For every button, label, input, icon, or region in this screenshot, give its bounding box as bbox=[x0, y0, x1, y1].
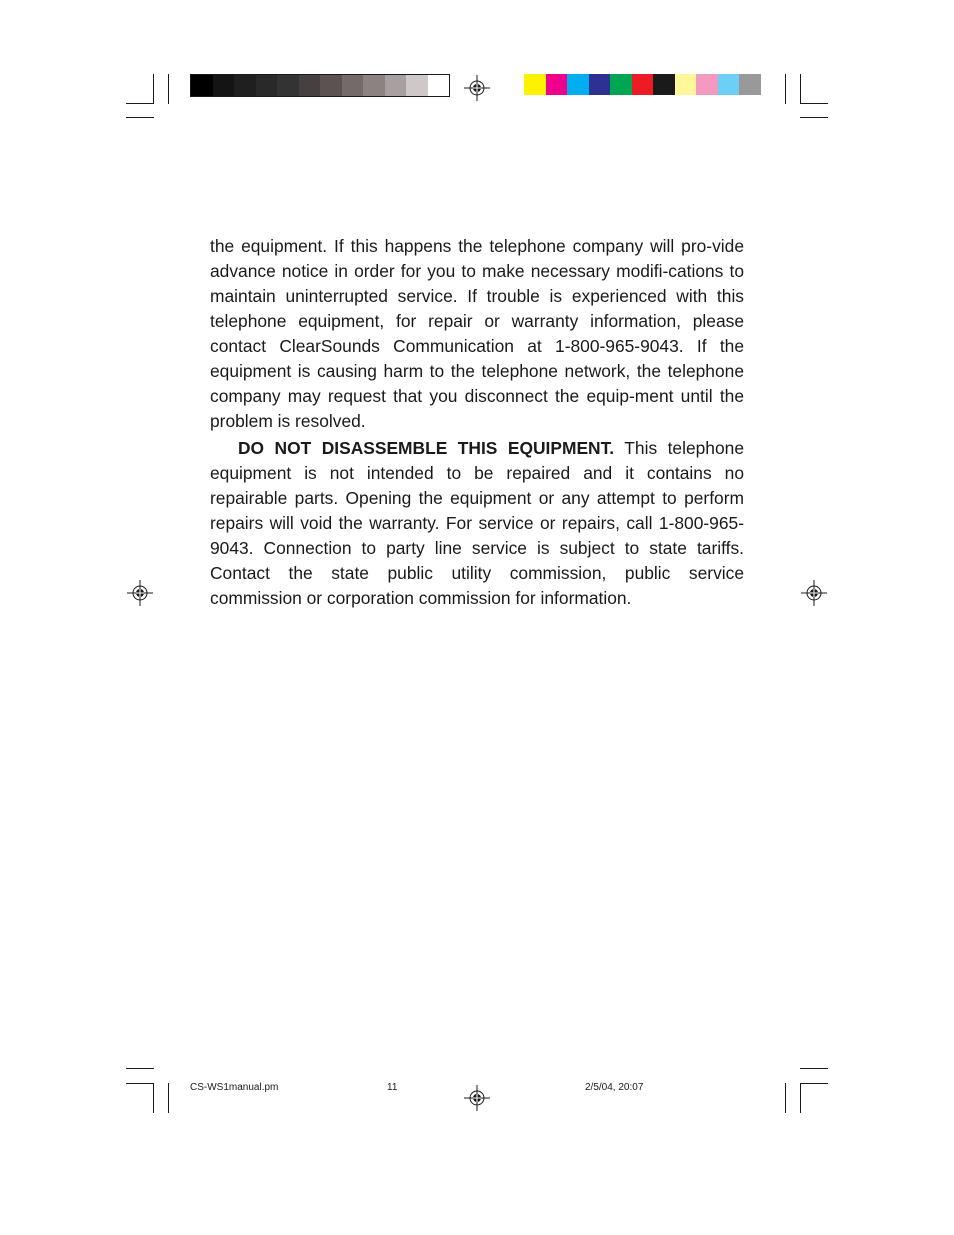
crop-mark-top-right-horizontal-lower bbox=[800, 117, 828, 118]
gray-swatch bbox=[277, 75, 299, 96]
crop-mark-bottom-left-horizontal-upper bbox=[126, 1068, 154, 1069]
crop-mark-top-right-vertical bbox=[800, 74, 801, 104]
color-swatch bbox=[610, 74, 632, 95]
paragraph-do-not-disassemble bbox=[210, 436, 744, 611]
gray-swatch bbox=[363, 75, 385, 96]
gray-swatch bbox=[299, 75, 321, 96]
color-swatch bbox=[567, 74, 589, 95]
crop-mark-bottom-left-vertical-inner bbox=[168, 1083, 169, 1113]
registration-mark-top-icon bbox=[464, 75, 490, 101]
crop-mark-bottom-right-horizontal-upper bbox=[800, 1068, 828, 1069]
grayscale-bar bbox=[190, 74, 450, 97]
crop-mark-bottom-left-horizontal bbox=[126, 1083, 154, 1084]
crop-mark-bottom-left-vertical bbox=[153, 1083, 154, 1113]
color-swatch bbox=[696, 74, 718, 95]
color-swatch bbox=[546, 74, 568, 95]
crop-mark-bottom-right-horizontal bbox=[800, 1083, 828, 1084]
warning-text: This telephone equipment is not intended to be repaired and it contains no repairable parts. Opening the equipment or any attempt to perform repairs will void the warranty. For service or repairs, call 1-800-965-9043. Connection to party line service is subject to state tariffs. Contact the state public utility commission, public service commission or corporation commission for information. bbox=[210, 438, 744, 608]
footer-timestamp: 2/5/04, 20:07 bbox=[585, 1082, 644, 1093]
gray-swatch bbox=[191, 75, 213, 96]
crop-mark-top-left-horizontal-lower bbox=[126, 117, 154, 118]
gray-swatch bbox=[213, 75, 235, 96]
registration-mark-bottom-icon bbox=[464, 1085, 490, 1111]
gray-swatch bbox=[342, 75, 364, 96]
color-bar bbox=[524, 74, 761, 95]
crop-mark-top-right-vertical-inner bbox=[785, 74, 786, 104]
gray-swatch bbox=[320, 75, 342, 96]
color-swatch bbox=[718, 74, 740, 95]
body-text bbox=[210, 234, 744, 611]
footer-filename: CS-WS1manual.pm bbox=[190, 1082, 279, 1093]
crop-mark-top-left-vertical bbox=[153, 74, 154, 104]
color-swatch bbox=[739, 74, 761, 95]
crop-mark-top-left-horizontal bbox=[126, 103, 154, 104]
color-swatch bbox=[675, 74, 697, 95]
paragraph-equipment-notice: the equipment. If this happens the telephone company will pro-vide advance notice in order for you to make necessary modifi-cations to maintain uninterrupted service. If trouble is experienced with this telephone equipment, for repair or warranty information, please contact ClearSounds Communication at 1-800-965-9043. If the equipment is causing harm to the telephone network, the telephone company may request that you disconnect the equip-ment until the problem is resolved. bbox=[210, 236, 744, 431]
crop-mark-top-left-vertical-inner bbox=[168, 74, 169, 104]
crop-mark-bottom-right-vertical-inner bbox=[785, 1083, 786, 1113]
crop-mark-top-right-horizontal bbox=[800, 103, 828, 104]
gray-swatch bbox=[256, 75, 278, 96]
color-swatch bbox=[653, 74, 675, 95]
gray-swatch bbox=[234, 75, 256, 96]
gray-swatch bbox=[406, 75, 428, 96]
color-swatch bbox=[632, 74, 654, 95]
color-swatch bbox=[524, 74, 546, 95]
warning-heading: DO NOT DISASSEMBLE THIS EQUIPMENT. bbox=[238, 438, 615, 458]
gray-swatch bbox=[385, 75, 407, 96]
footer-page-number: 11 bbox=[387, 1082, 398, 1093]
registration-mark-left-icon bbox=[127, 580, 153, 606]
crop-mark-bottom-right-vertical bbox=[800, 1083, 801, 1113]
registration-mark-right-icon bbox=[801, 580, 827, 606]
color-swatch bbox=[589, 74, 611, 95]
gray-swatch bbox=[428, 75, 450, 96]
